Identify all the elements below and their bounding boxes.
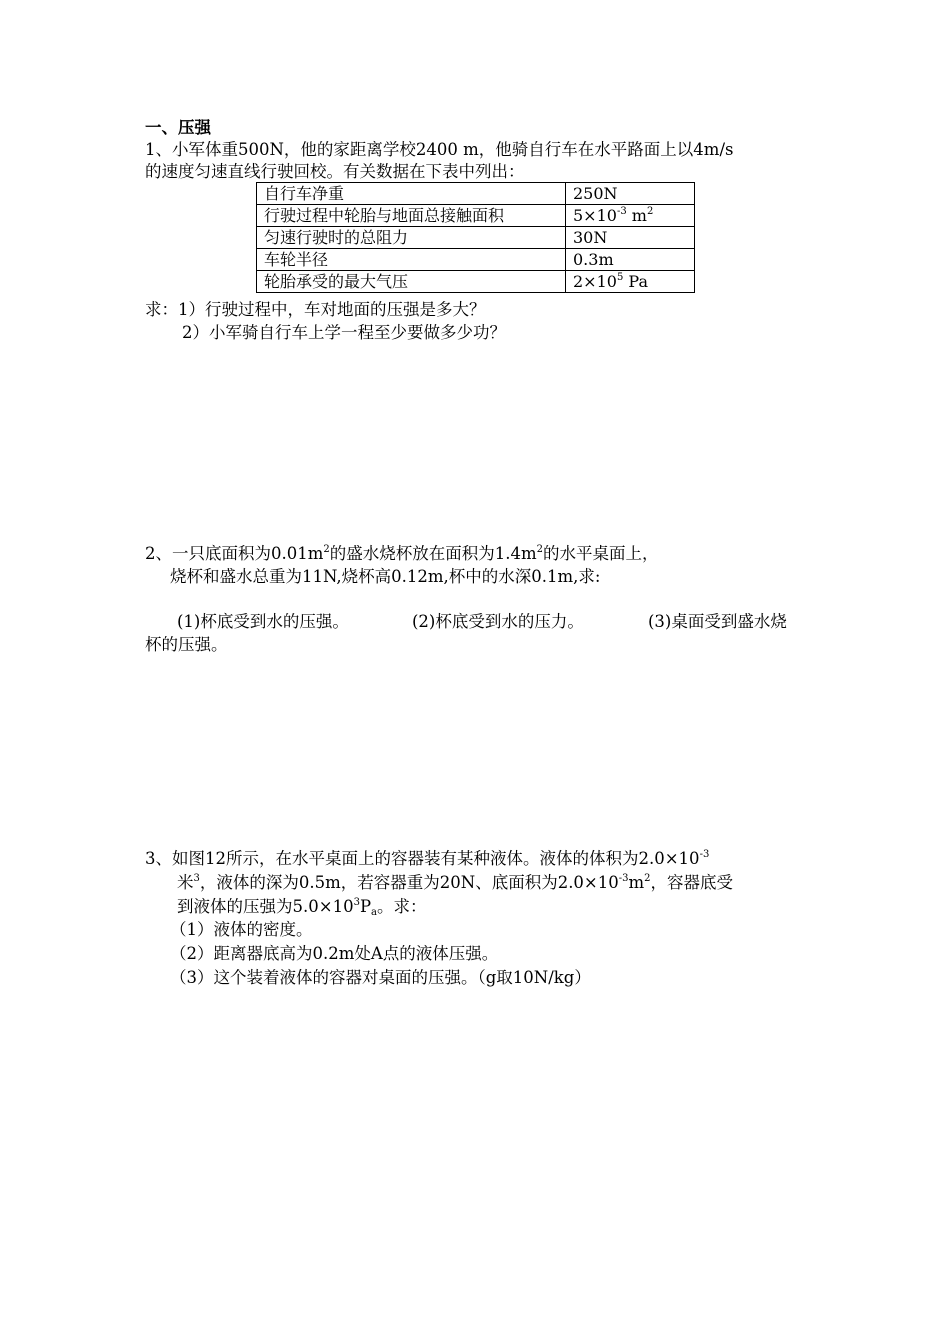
table-row (257, 249, 695, 271)
table-row (257, 227, 695, 249)
q3-line-2: 米$^3$，液体的深为0.5m，若容器重为20N、底面积为$2.0\times 10^{-3}m^2$，容器底受 (177, 873, 734, 892)
q1-ask-1: 求：1）行驶过程中，车对地面的压强是多大？ (145, 300, 486, 319)
q2-part-3-cont: 杯的压强。 (145, 635, 228, 654)
table-row (257, 205, 695, 227)
q2-part-3: (3)桌面受到盛水烧 (648, 612, 787, 631)
table-cell-value: 250N (566, 183, 695, 205)
table-row (257, 183, 695, 205)
q1-line-1: 1、小军体重500N，他的家距离学校2400 m，他骑自行车在水平路面上以4m/s (145, 140, 734, 159)
q2-part-1: (1)杯底受到水的压强。 (177, 612, 349, 631)
table-cell-label: 轮胎承受的最大气压 (257, 271, 566, 293)
q2-part-2: (2)杯底受到水的压力。 (412, 612, 584, 631)
q3-sub-1: （1）液体的密度。 (170, 920, 313, 939)
table-row (257, 271, 695, 293)
table-cell-value: $5\times 10^{-3}$ $m^2$ (566, 205, 695, 227)
q1-ask-2: 2）小军骑自行车上学一程至少要做多少功？ (182, 323, 506, 342)
section-title: 一、压强 (145, 118, 211, 137)
table-cell-value: 30N (566, 227, 695, 249)
q3-line-1: 3、如图12所示，在水平桌面上的容器装有某种液体。液体的体积为$2.0\times 10^{-3}$ (145, 849, 710, 868)
table-cell-label: 匀速行驶时的总阻力 (257, 227, 566, 249)
table-cell-label: 自行车净重 (257, 183, 566, 205)
table-cell-value: 0.3m (566, 249, 695, 271)
q2-line-1: 2、一只底面积为$0.01m^2$的盛水烧杯放在面积为$1.4m^2$的水平桌面上， (145, 544, 659, 563)
q3-sub-2: （2）距离器底高为0.2m处A点的液体压强。 (170, 944, 499, 963)
table-cell-label: 车轮半径 (257, 249, 566, 271)
q3-sub-3: （3）这个装着液体的容器对桌面的压强。（g取10N/kg） (170, 968, 591, 987)
table-cell-value: $2\times 10^5$ Pa (566, 271, 695, 293)
q3-line-3: 到液体的压强为$5.0\times 10^3P_a$。求： (177, 897, 427, 918)
q1-line-2: 的速度匀速直线行驶回校。有关数据在下表中列出： (145, 162, 525, 181)
q2-line-2: 烧杯和盛水总重为11N,烧杯高0.12m,杯中的水深0.1m,求: (170, 567, 601, 586)
table-cell-label: 行驶过程中轮胎与地面总接触面积 (257, 205, 566, 227)
bike-data-table (256, 182, 695, 293)
